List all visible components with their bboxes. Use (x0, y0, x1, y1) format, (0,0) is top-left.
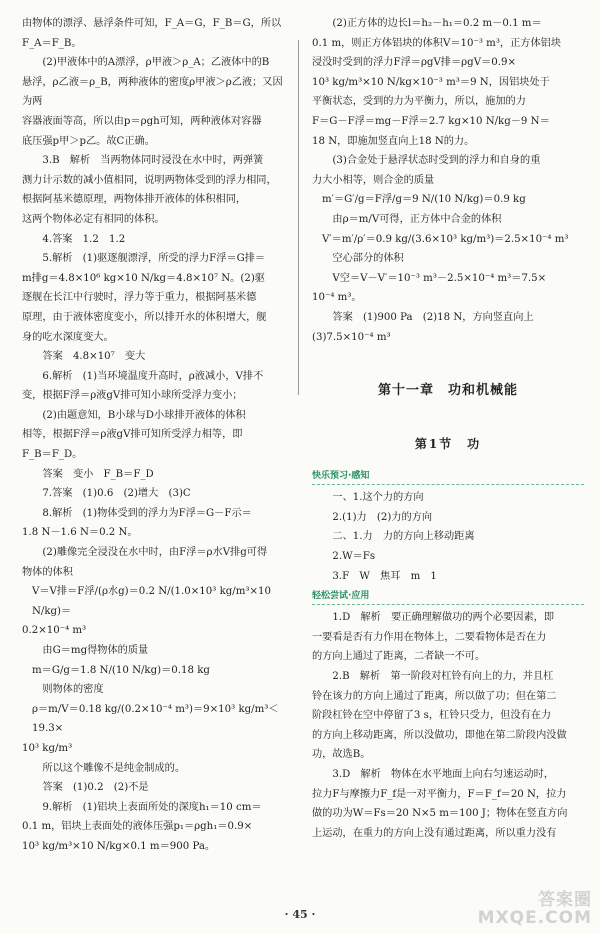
text-line: 6.解析 (1)当环境温度升高时，ρ液减小，V排不 (42, 370, 264, 382)
text-line: 根据阿基米德原理，两物体排开液体的体积相同， (22, 194, 247, 206)
text-line: 8.解析 (1)物体受到的浮力为F浮＝G－F示＝ (42, 507, 252, 519)
column-divider (298, 40, 299, 395)
text-line: 10³ kg/m³×10 N/kg×0.1 m＝900 Pa。 (22, 840, 216, 852)
watermark-line-2: MXQE.COM (477, 908, 592, 928)
text-line: 做的功为W＝Fs＝20 N×5 m＝100 J；物体在竖直方向 (312, 808, 568, 820)
page-number: · 45 · (284, 908, 316, 921)
text-line: 一要看是否有力作用在物体上，二要看物体是否在力 (312, 631, 547, 643)
text-line: 的方向上移动距离，所以没做功，即他在第二阶段内没做功，故选B。 (312, 729, 567, 761)
text-line: 容器液面等高，所以由p＝ρgh可知，两种液体对容器 (22, 115, 262, 127)
text-line: V′＝m′/ρ′＝0.9 kg/(3.6×10³ kg/m³)＝2.5×10⁻⁴ m³ (322, 233, 569, 245)
text-line: 10⁻⁴ m³。 (312, 292, 362, 304)
text-line: F＝G－F浮＝mg－F浮＝2.7 kg×10 N/kg－9 N＝ (312, 115, 550, 127)
text-line: 由G＝mg得物体的质量 (42, 645, 149, 656)
text-line: 10³ kg/m³×10 N/kg×10⁻³ m³＝9 N，因铝块处于 (312, 76, 550, 88)
right-top-text (312, 14, 584, 347)
text-line: (2)甲液体中的A漂浮，ρ甲液＞ρ_A；乙液体中的B (42, 57, 270, 69)
text-line: 9.解析 (1)铝块上表面所处的深度h₁＝10 cm＝ (42, 801, 262, 813)
text-line: V空＝V－V′＝10⁻³ m³－2.5×10⁻⁴ m³＝7.5× (332, 272, 547, 284)
text-line: 测力计示数的减小值相同，说明两物体受到的浮力相同， (22, 174, 277, 186)
text-line: 力大小相等，则合金的质量 (312, 174, 435, 186)
text-line: 1.8 N－1.6 N＝0.2 N。 (22, 527, 138, 539)
text-line: 由ρ＝m/V可得，正方体中合金的体积 (332, 213, 502, 225)
text-line: 二、1.力 力的方向上移动距离 (332, 531, 475, 543)
text-line: 上运动，在重力的方向上没有通过距离，所以重力没有 (312, 827, 557, 839)
text-line: V＝V排＝F浮/(ρ水g)＝0.2 N/(1.0×10³ kg/m³×10 N/kg)＝ (32, 586, 271, 617)
text-line: 0.1 m，铝块上表面处的液体压强p₁＝ρgh₁＝0.9× (22, 821, 253, 833)
text-line: 原理，由于液体密度变小，所以排开水的体积增大，舰 (22, 311, 267, 323)
text-line: 阶段杠铃在空中停留了3 s，杠铃只受力，但没有在力 (312, 710, 552, 722)
text-line: 一、1.这个力的方向 (332, 492, 424, 504)
text-line: 2.(1)力 (2)力的方向 (332, 511, 433, 523)
text-line: 则物体的密度 (42, 684, 104, 696)
section-title: 第1节 功 (414, 436, 482, 451)
section-tag: 快乐预习·感知 (312, 468, 584, 485)
text-line: (3)7.5×10⁻⁴ m³ (312, 331, 391, 343)
text-line: F_B＝F_D。 (22, 449, 83, 461)
text-line: 3.B 解析 当两物体同时浸没在水中时，两弹簧 (42, 155, 264, 167)
text-line: ρ＝m/V＝0.18 kg/(0.2×10⁻⁴ m³)＝9×10³ kg/m³＜19.3× (32, 703, 279, 735)
text-line: m排g＝4.8×10⁶ kg×10 N/kg＝4.8×10⁷ N。(2)驱 (22, 272, 265, 284)
text-line: 逐舰在长江中行驶时，浮力等于重力，根据阿基米德 (22, 292, 257, 304)
text-line: 1.D 解析 要正确理解做功的两个必要因素，即 (332, 612, 555, 624)
text-line: 悬浮，ρ乙液＝ρ_B，两种液体的密度ρ甲液＞ρ乙液；又因为两 (22, 76, 283, 108)
text-line: 答案 (1)900 Pa (2)18 N，方向竖直向上 (332, 311, 534, 323)
watermark-line-1: 答案圈 (538, 890, 592, 910)
text-line: (2)正方体的边长l＝h₂－h₁＝0.2 m－0.1 m＝ (332, 18, 542, 29)
text-line: 答案 (1)0.2 (2)不是 (42, 782, 149, 794)
text-line: 2.W＝Fs (332, 551, 376, 563)
text-line: (2)由题意知，B小球与D小球排开液体的体积 (42, 409, 246, 421)
text-line: 底压强p甲＞p乙。故C正确。 (22, 135, 155, 147)
text-line: m′＝G′/g＝F浮/g＝9 N/(10 N/kg)＝0.9 kg (322, 194, 526, 206)
right-column (312, 14, 584, 843)
text-line: 10³ kg/m³ (22, 742, 73, 754)
watermark (478, 891, 592, 927)
text-line: 空心部分的体积 (332, 253, 404, 265)
text-line: 2.B 解析 第一阶段对杠铃有向上的力，并且杠 (332, 671, 554, 683)
text-line: 0.2×10⁻⁴ m³ (22, 625, 87, 637)
chapter-title: 第十一章 功和机械能 (377, 383, 518, 399)
text-line: (3)合金处于悬浮状态时受到的浮力和自身的重 (332, 155, 541, 167)
text-line: 的方向上通过了距离，二者缺一不可。 (312, 651, 486, 663)
section-tag: 轻松尝试·应用 (312, 588, 584, 605)
text-line: (2)雕像完全浸没在水中时，由F浮＝ρ水V排g可得 (42, 547, 268, 559)
text-line: 变，根据F浮＝ρ液gV排可知小球所受浮力变小； (22, 390, 243, 402)
text-line: 0.1 m，则正方体铝块的体积V＝10⁻³ m³，正方体铝块 (312, 37, 562, 49)
text-line: 所以这个雕像不是纯金制成的。 (42, 762, 186, 774)
text-line: 身的吃水深度变大。 (22, 331, 114, 343)
text-line: F_A＝F_B。 (22, 37, 82, 49)
text-line: 拉力F与摩擦力F_f是一对平衡力，F＝F_f＝20 N，拉力 (312, 788, 567, 800)
text-line: 相等，根据F浮＝ρ液gV排可知所受浮力相等，即 (22, 429, 243, 441)
text-line: 物体的体积 (22, 566, 73, 578)
text-line: 7.答案 (1)0.6 (2)增大 (3)C (42, 488, 191, 500)
text-line: 铃在该力的方向上通过了距离，所以做了功；但在第二 (312, 690, 557, 702)
text-line: 3.F W 焦耳 m 1 (332, 570, 437, 582)
right-bottom-text (312, 468, 584, 843)
text-line: 3.D 解析 物体在水平地面上向右匀速运动时， (332, 769, 555, 780)
text-line: 浸没时受到的浮力F浮＝ρgV排＝ρgV＝0.9× (312, 57, 516, 69)
left-column (22, 14, 284, 857)
text-line: 答案 变小 F_B＝F_D (42, 468, 154, 480)
text-line: 18 N，即施加竖直向上18 N的力。 (312, 135, 475, 147)
text-line: 平衡状态，受到的力为平衡力，所以，施加的力 (312, 96, 526, 108)
text-line: 5.解析 (1)驱逐舰漂浮，所受的浮力F浮＝G排＝ (42, 253, 266, 265)
text-line: 由物体的漂浮、悬浮条件可知，F_A＝G，F_B＝G，所以 (22, 18, 282, 29)
text-line: 答案 4.8×10⁷ 变大 (42, 351, 146, 363)
text-line: 4.答案 1.2 1.2 (42, 233, 126, 245)
text-line: m＝G/g＝1.8 N/(10 N/kg)＝0.18 kg (32, 664, 210, 676)
text-line: 这两个物体必定有相同的体积。 (22, 213, 165, 225)
